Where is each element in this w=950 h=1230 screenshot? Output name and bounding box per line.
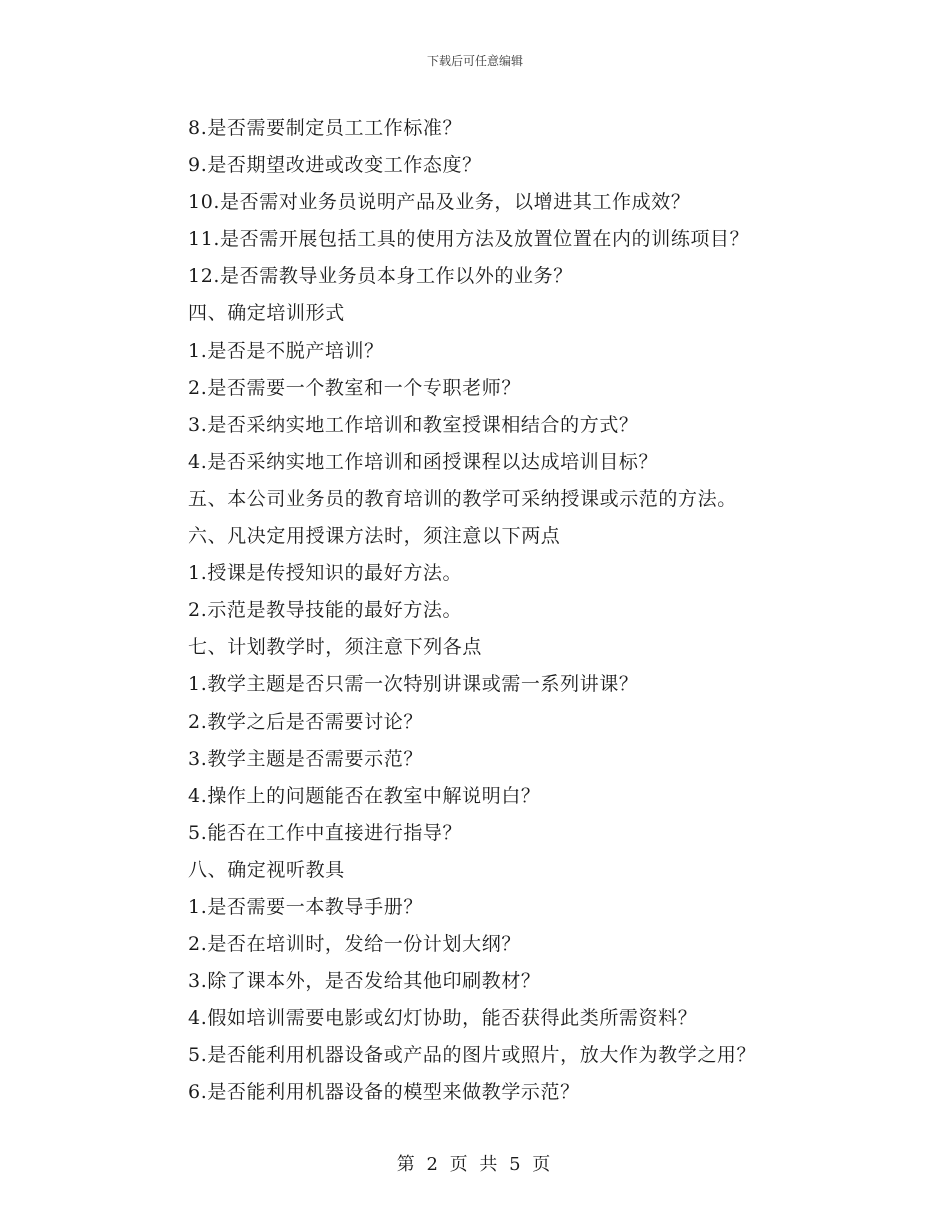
page-number: 第 2 页 共 5 页 [396, 1154, 554, 1175]
list-item: 3.是否采纳实地工作培训和教室授课相结合的方式？ [188, 413, 639, 436]
page-header: 下载后可任意编辑 [426, 54, 523, 68]
section-heading: 五、本公司业务员的教育培训的教学可采纳授课或示范的方法。 [188, 487, 737, 510]
section-heading: 四、确定培训形式 [188, 302, 345, 325]
list-item: 12.是否需教导业务员本身工作以外的业务？ [188, 265, 573, 288]
list-item: 10.是否需对业务员说明产品及业务，以增进其工作成效？ [188, 191, 691, 214]
list-item: 9.是否期望改进或改变工作态度？ [188, 154, 482, 177]
document-body [188, 110, 928, 1112]
section-heading: 六、凡决定用授课方法时，须注意以下两点 [188, 525, 561, 548]
list-item: 2.是否需要一个教室和一个专职老师？ [188, 376, 521, 399]
list-item: 1.是否需要一本教导手册？ [188, 895, 423, 918]
list-item: 2.教学之后是否需要讨论？ [188, 710, 423, 733]
list-item: 5.是否能利用机器设备或产品的图片或照片，放大作为教学之用？ [188, 1044, 757, 1067]
list-item: 4.是否采纳实地工作培训和函授课程以达成培训目标？ [188, 450, 659, 473]
list-item: 11.是否需开展包括工具的使用方法及放置位置在内的训练项目？ [188, 228, 750, 251]
list-item: 6.是否能利用机器设备的模型来做教学示范？ [188, 1081, 580, 1104]
list-item: 3.除了课本外，是否发给其他印刷教材？ [188, 970, 541, 993]
list-item: 2.示范是教导技能的最好方法。 [188, 599, 463, 622]
list-item: 1.是否是不脱产培训？ [188, 339, 384, 362]
list-item: 8.是否需要制定员工工作标准？ [188, 117, 463, 139]
list-item: 2.是否在培训时，发给一份计划大纲？ [188, 933, 521, 956]
list-item: 4.假如培训需要电影或幻灯协助，能否获得此类所需资料？ [188, 1007, 698, 1030]
list-item: 1.授课是传授知识的最好方法。 [188, 562, 463, 585]
list-item: 4.操作上的问题能否在教室中解说明白？ [188, 784, 541, 807]
list-item: 1.教学主题是否只需一次特别讲课或需一系列讲课？ [188, 673, 639, 696]
list-item: 3.教学主题是否需要示范？ [188, 747, 423, 770]
section-heading: 八、确定视听教具 [188, 858, 345, 881]
list-item: 5.能否在工作中直接进行指导？ [188, 821, 463, 844]
section-heading: 七、计划教学时，须注意下列各点 [188, 636, 483, 659]
